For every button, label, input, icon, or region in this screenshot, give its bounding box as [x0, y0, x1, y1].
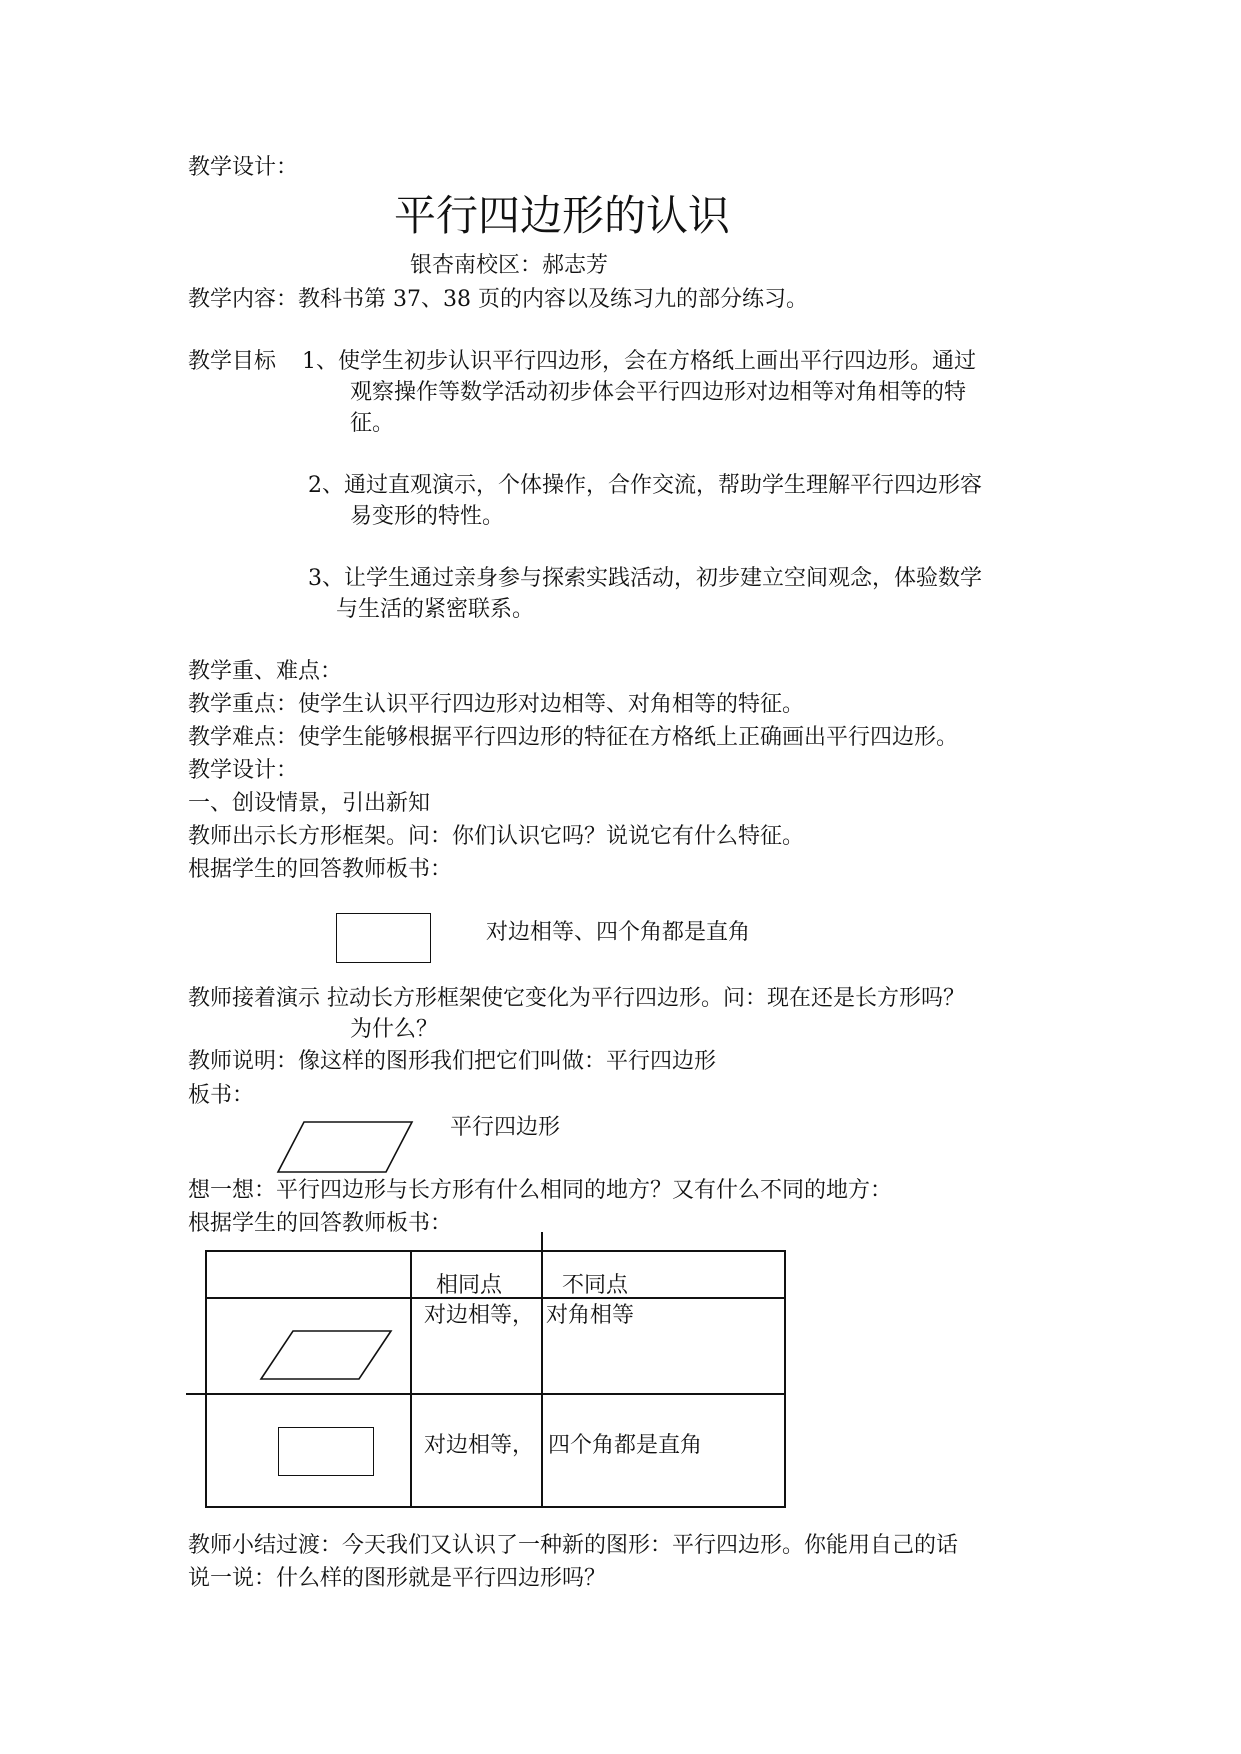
section-1-heading: 一、创设情景，引出新知 [188, 791, 431, 816]
table-border-top [205, 1250, 786, 1252]
paragraph-2: 根据学生的回答教师板书： [188, 857, 453, 882]
table-header-same: 相同点 [436, 1273, 503, 1298]
table-border-bottom [205, 1506, 786, 1508]
difficult-point-line: 教学难点：使学生能够根据平行四边形的特征在方格纸上正确画出平行四边形。 [188, 725, 959, 750]
table-parallelogram-figure [261, 1329, 393, 1381]
objective-3-line-2: 与生活的紧密联系。 [336, 597, 535, 622]
table-border-left [205, 1250, 207, 1507]
objective-2-line-2: 易变形的特性。 [350, 504, 505, 529]
table-row2-same: 对边相等， [424, 1433, 535, 1458]
objective-1-line-1: 1、使学生初步认识平行四边形，会在方格纸上画出平行四边形。通过 [302, 349, 976, 374]
objective-1-line-3: 征。 [350, 411, 395, 436]
paragraph-7: 根据学生的回答教师板书： [188, 1211, 453, 1236]
key-points-heading: 教学重、难点： [188, 659, 343, 684]
paragraph-4: 教师说明：像这样的图形我们把它们叫做：平行四边形 [188, 1049, 717, 1074]
design-label: 教学设计： [188, 155, 299, 180]
parallelogram-caption: 平行四边形 [450, 1115, 561, 1140]
page-title: 平行四边形的认识 [394, 191, 731, 240]
objective-1-line-2: 观察操作等数学活动初步体会平行四边形对边相等对角相等的特 [350, 380, 967, 405]
table-divider-2 [186, 1393, 786, 1395]
design-heading: 教学设计： [188, 758, 299, 783]
objectives-label: 教学目标 [188, 349, 277, 374]
paragraph-5: 板书： [188, 1083, 255, 1108]
paragraph-3-line-2: 为什么？ [350, 1017, 439, 1042]
key-point-line: 教学重点：使学生认识平行四边形对边相等、对角相等的特征。 [188, 692, 805, 717]
table-column-line-2 [541, 1232, 543, 1507]
table-column-line-1 [410, 1250, 412, 1507]
table-header-diff: 不同点 [562, 1273, 629, 1298]
summary-line-1: 教师小结过渡：今天我们又认识了一种新的图形：平行四边形。你能用自己的话 [188, 1533, 959, 1558]
rectangle-figure [336, 913, 431, 963]
objective-2-line-1: 2、通过直观演示，个体操作，合作交流，帮助学生理解平行四边形容 [308, 473, 982, 498]
table-border-right [784, 1250, 786, 1507]
paragraph-6: 想一想：平行四边形与长方形有什么相同的地方？又有什么不同的地方： [188, 1178, 893, 1203]
rectangle-caption: 对边相等、四个角都是直角 [486, 920, 751, 945]
table-row2-diff: 四个角都是直角 [548, 1433, 703, 1458]
paragraph-3-line-1: 教师接着演示 拉动长方形框架使它变化为平行四边形。问：现在还是长方形吗？ [188, 986, 965, 1011]
table-row1-diff: 对角相等 [546, 1303, 635, 1328]
author-line: 银杏南校区：郝志芳 [410, 253, 609, 278]
table-rectangle-figure [278, 1427, 374, 1476]
paragraph-1: 教师出示长方形框架。问：你们认识它吗？说说它有什么特征。 [188, 824, 805, 849]
parallelogram-figure [278, 1120, 414, 1174]
content-line: 教学内容：教科书第 37、38 页的内容以及练习九的部分练习。 [188, 287, 808, 312]
table-row1-same: 对边相等， [424, 1303, 535, 1328]
objective-3-line-1: 3、让学生通过亲身参与探索实践活动，初步建立空间观念，体验数学 [308, 566, 982, 591]
summary-line-2: 说一说：什么样的图形就是平行四边形吗？ [188, 1566, 607, 1591]
